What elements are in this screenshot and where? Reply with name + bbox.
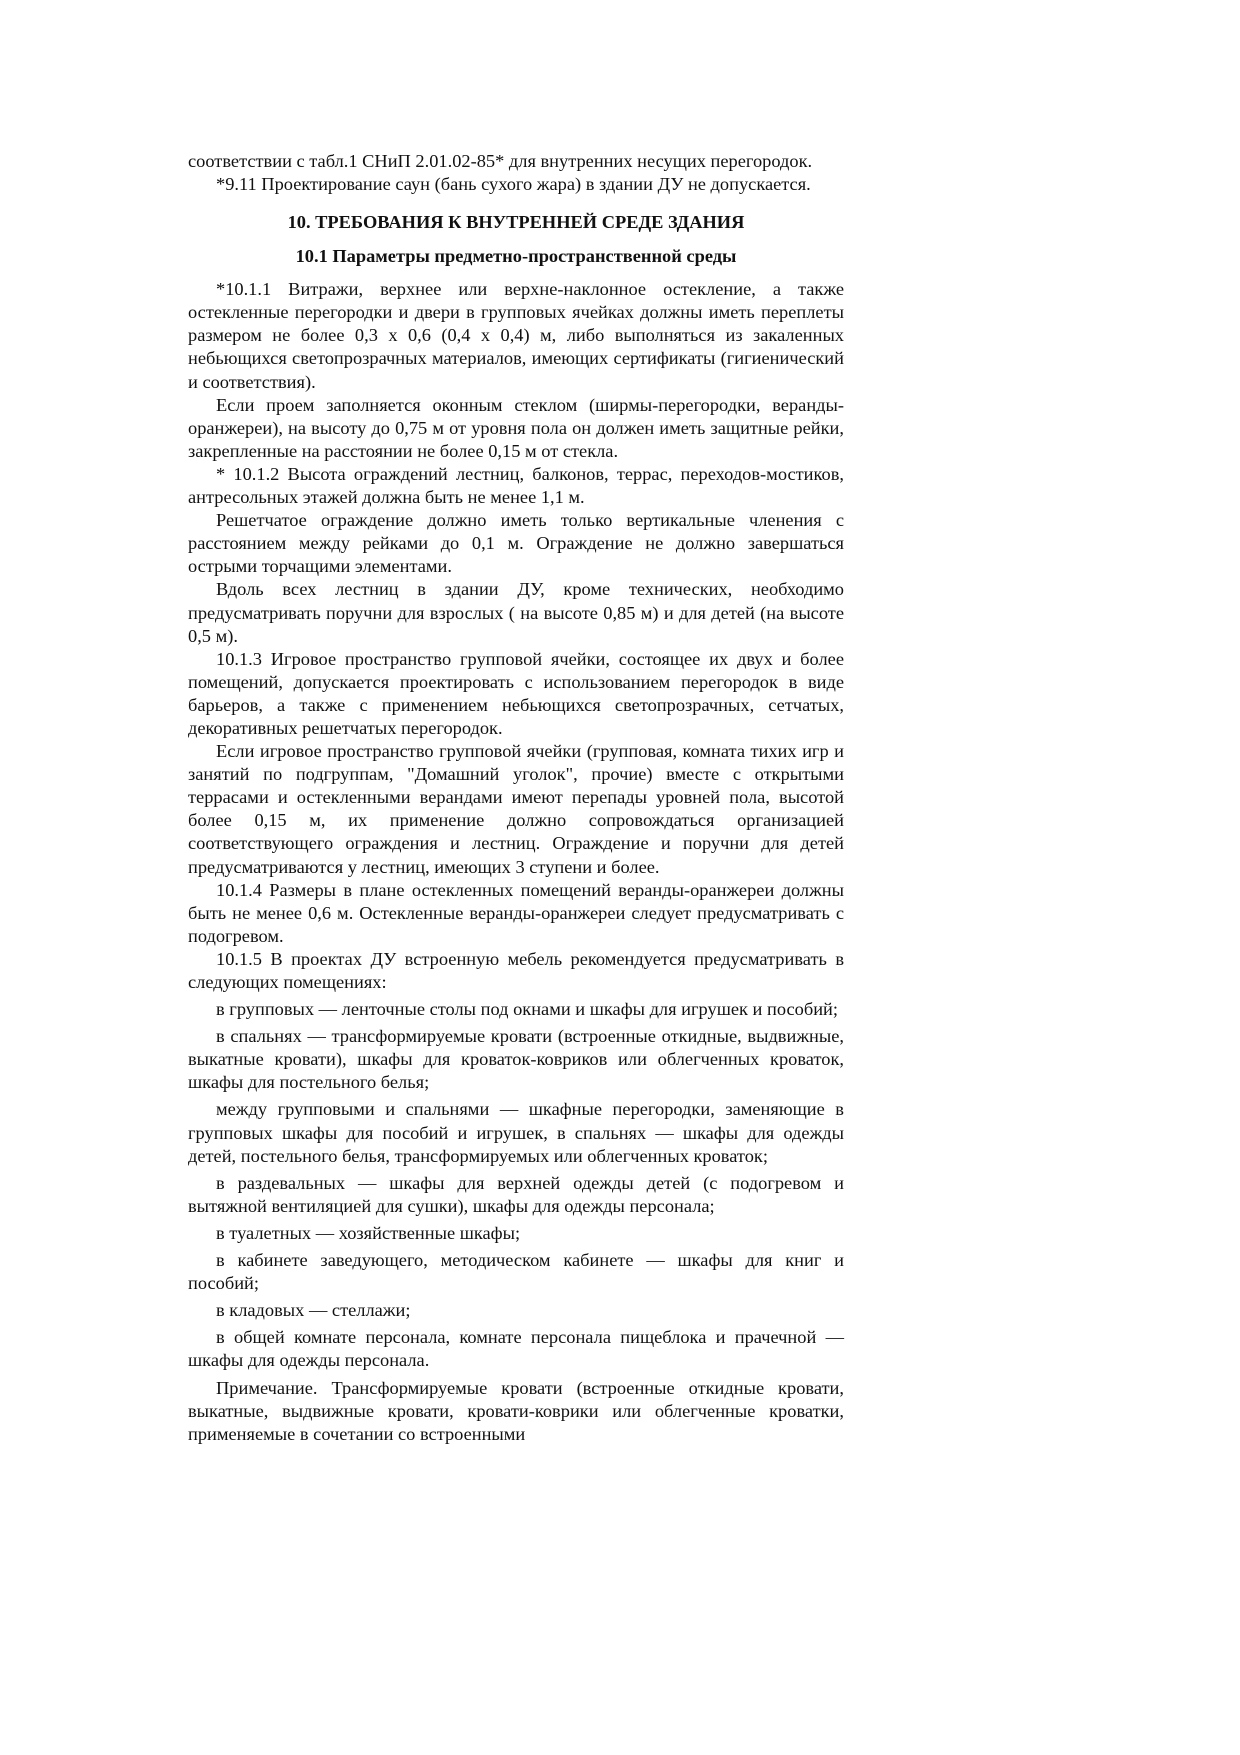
section-title: 10. ТРЕБОВАНИЯ К ВНУТРЕННЕЙ СРЕДЕ ЗДАНИЯ: [287, 212, 745, 233]
list-item: в раздевальных — шкафы для верхней одежды детей (с подогревом и вытяжной вентиляцией для сушки), шкафы для одежды персонала;: [188, 1172, 844, 1216]
paragraph-floor-levels: Если игровое пространство групповой ячейки (групповая, комната тихих игр и занятий по подгруппам, "Домашний уголок", прочие) вместе с открытыми террасами и остекленными верандами имеют перепады уровней пола, высотой более 0,15 м, их применение должно сопровождаться организацией соответствующего ограждения и лестниц. Ограждение и поручни для детей предусматриваются у лестниц, имеющих 3 ступени и более.: [188, 741, 844, 877]
list-item: в спальнях — трансформируемые кровати (встроенные откидные, выдвижные, выкатные кровати), шкафы для кроваток-ковриков или облегченных кроваток, шкафы для постельного белья;: [188, 1026, 844, 1093]
paragraph-handrails: Вдоль всех лестниц в здании ДУ, кроме технических, необходимо предусматривать поручни для взрослых ( на высоте 0,85 м) и для детей (на высоте 0,5 м).: [188, 579, 844, 646]
paragraph-10-1-5: 10.1.5 В проектах ДУ встроенную мебель рекомендуется предусматривать в следующих помещениях:: [188, 948, 844, 992]
list-item: в групповых — ленточные столы под окнами и шкафы для игрушек и пособий;: [216, 999, 839, 1020]
paragraph-10-1-2: * 10.1.2 Высота ограждений лестниц, балконов, террас, переходов-мостиков, антресольных этажей должна быть не менее 1,1 м.: [188, 463, 844, 508]
paragraph-10-1-1: *10.1.1 Витражи, верхнее или верхне-наклонное остекление, а также остекленные перегородки и двери в групповых ячейках должны иметь переплеты размером не более 0,3 x 0,6 (0,4 x 0,4) м, либо выполняться из закаленных небьющихся светопрозрачных материалов, имеющих сертификаты (гигиенический и соответствия).: [188, 279, 844, 392]
subsection-title: 10.1 Параметры предметно-пространственной среды: [295, 246, 737, 267]
list-item: между групповыми и спальнями — шкафные перегородки, заменяющие в групповых шкафы для пособий и игрушек, в спальнях — шкафы для одежды детей, постельного белья, трансформируемых или облегченных кроваток;: [188, 1099, 844, 1166]
list-item: в общей комнате персонала, комнате персонала пищеблока и прачечной — шкафы для одежды персонала.: [188, 1327, 844, 1371]
paragraph-9-11: *9.11 Проектирование саун (бань сухого жара) в здании ДУ не допускается.: [216, 174, 811, 195]
paragraph-10-1-4: 10.1.4 Размеры в плане остекленных помещений веранды-оранжереи должны быть не менее 0,6 м. Остекленные веранды-оранжереи следует предусматривать с подогревом.: [188, 879, 844, 946]
paragraph-railing: Решетчатое ограждение должно иметь только вертикальные членения с расстоянием между рейками до 0,1 м. Ограждение не должно завершаться острыми торчащими элементами.: [188, 510, 844, 577]
document-page: [188, 150, 844, 1446]
paragraph-10-1-3: 10.1.3 Игровое пространство групповой ячейки, состоящее их двух и более помещений, допускается проектировать с использованием перегородок в виде барьеров, а также с применением небьющихся светопрозрачных, сетчатых, декоративных решетчатых перегородок.: [188, 648, 844, 738]
list-item: в кладовых — стеллажи;: [216, 1300, 411, 1321]
list-item: в кабинете заведующего, методическом кабинете — шкафы для книг и пособий;: [188, 1250, 844, 1294]
paragraph-continued: соответствии с табл.1 СНиП 2.01.02-85* для внутренних несущих перегородок.: [188, 151, 813, 171]
list-item: в туалетных — хозяйственные шкафы;: [216, 1222, 521, 1243]
note-paragraph: Примечание. Трансформируемые кровати (встроенные откидные кровати, выкатные, выдвижные кровати, кровати-коврики или облегченные кроватки, применяемые в сочетании со встроенными: [188, 1377, 844, 1444]
paragraph-glass: Если проем заполняется оконным стеклом (ширмы-перегородки, веранды-оранжереи), на высоту до 0,75 м от уровня пола он должен иметь защитные рейки, закрепленные на расстоянии не более 0,15 м от стекла.: [188, 394, 844, 461]
